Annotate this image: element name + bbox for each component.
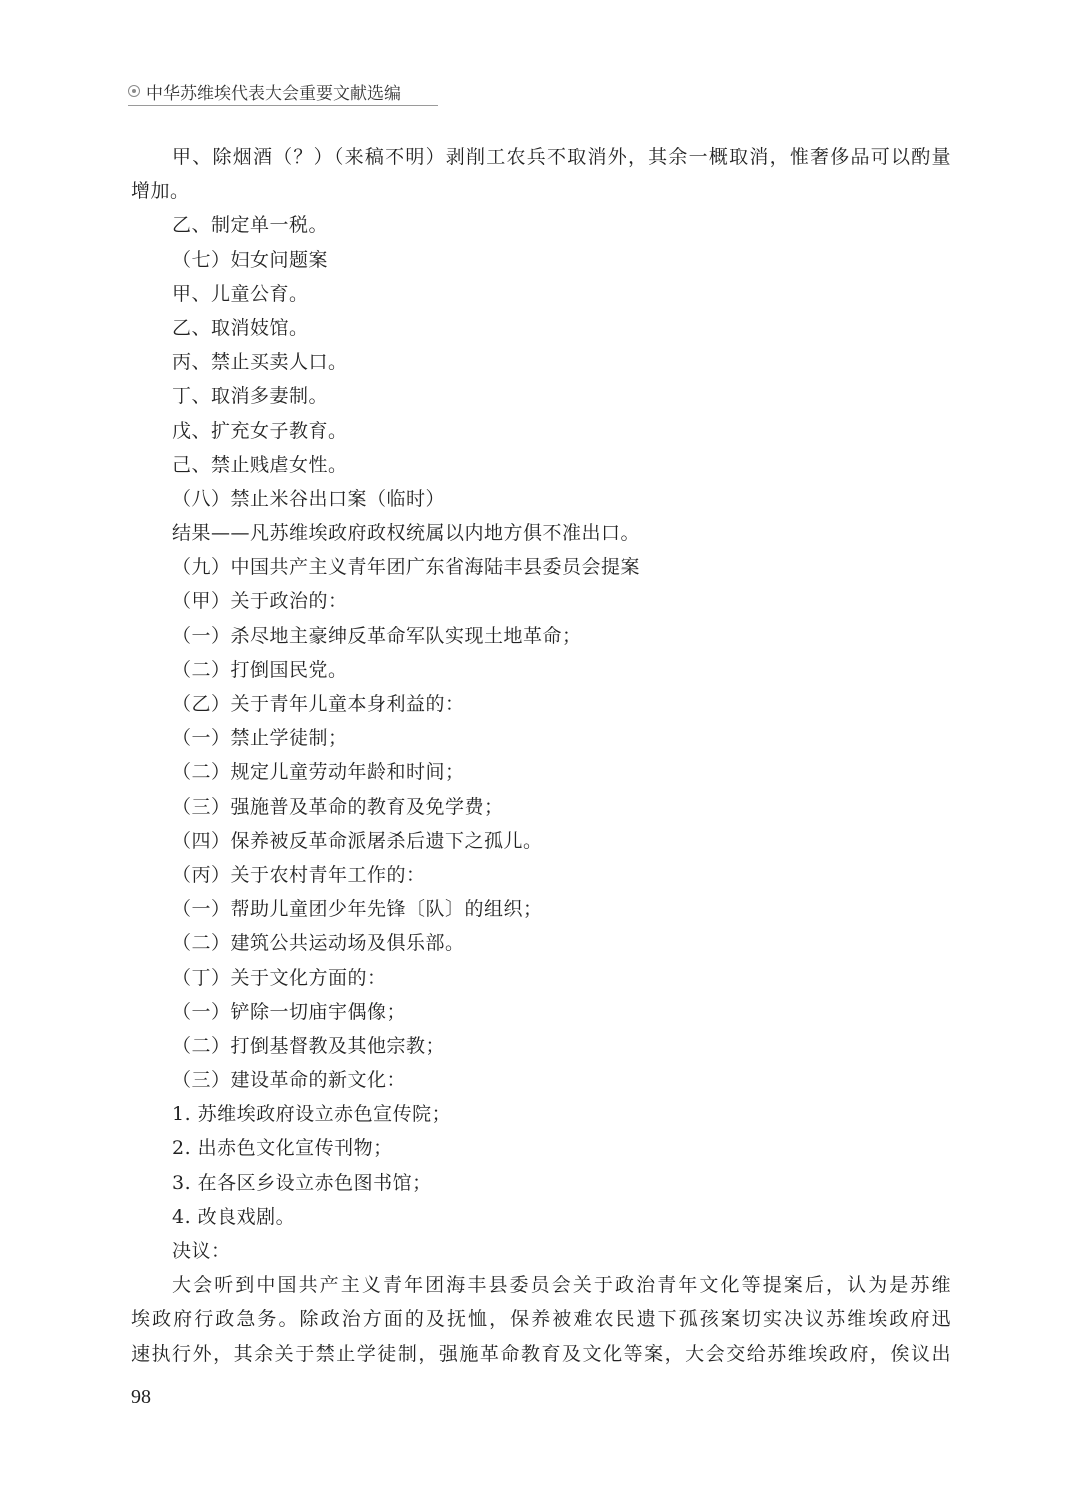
- text-line: （三）建设革命的新文化：: [172, 1069, 407, 1092]
- text-line: （丁）关于文化方面的：: [172, 966, 387, 989]
- text-line: 1. 苏维埃政府设立赤色宣传院；: [172, 1103, 452, 1126]
- text-line: （七）妇女问题案: [172, 248, 329, 271]
- text-line: 乙、制定单一税。: [172, 214, 329, 237]
- text-line: 甲、儿童公育。: [172, 282, 309, 305]
- text-line: （二）打倒国民党。: [172, 658, 348, 681]
- text-line: 丙、禁止买卖人口。: [172, 351, 348, 374]
- text-line: （一）禁止学徒制；: [172, 727, 348, 750]
- text-line: 乙、取消妓馆。: [172, 316, 309, 339]
- text-line: 埃政府行政急务。除政治方面的及抚恤，保养被难农民遗下孤孩案切实决议苏维埃政府迅: [131, 1308, 951, 1331]
- text-line: 丁、取消多妻制。: [172, 385, 329, 408]
- text-line: （二）建筑公共运动场及俱乐部。: [172, 932, 465, 955]
- text-line: （一）铲除一切庙宇偶像；: [172, 1000, 407, 1023]
- text-line: （甲）关于政治的：: [172, 590, 348, 613]
- text-line: 己、禁止贱虐女性。: [172, 453, 348, 476]
- target-icon: [128, 85, 140, 97]
- text-line: 速执行外，其余关于禁止学徒制，强施革命教育及文化等案，大会交给苏维埃政府，俟议出: [131, 1342, 951, 1365]
- text-line: （四）保养被反革命派屠杀后遗下之孤儿。: [172, 829, 543, 852]
- page-number: 98: [131, 1386, 151, 1408]
- text-line: （八）禁止米谷出口案（临时）: [172, 487, 446, 510]
- text-line: 结果——凡苏维埃政府政权统属以内地方俱不准出口。: [172, 522, 641, 545]
- running-header-title: 中华苏维埃代表大会重要文献选编: [146, 83, 401, 104]
- text-line: 大会听到中国共产主义青年团海丰县委员会关于政治青年文化等提案后，认为是苏维: [172, 1274, 951, 1297]
- text-line: （乙）关于青年儿童本身利益的：: [172, 693, 465, 715]
- text-line: （二）规定儿童劳动年龄和时间；: [172, 761, 465, 784]
- text-line: 增加。: [131, 180, 190, 203]
- text-line: 决议：: [172, 1240, 231, 1262]
- text-line: 戊、扩充女子教育。: [172, 419, 348, 442]
- text-line: 2. 出赤色文化宣传刊物；: [172, 1137, 393, 1160]
- text-line: （二）打倒基督教及其他宗教；: [172, 1034, 446, 1057]
- text-line: （九）中国共产主义青年团广东省海陆丰县委员会提案: [172, 556, 641, 579]
- text-line: （丙）关于农村青年工作的：: [172, 863, 426, 886]
- text-line: 3. 在各区乡设立赤色图书馆；: [172, 1171, 432, 1194]
- body-text: [131, 140, 951, 1371]
- text-line: （一）杀尽地主豪绅反革命军队实现土地革命；: [172, 624, 582, 647]
- header-rule: [128, 105, 438, 106]
- text-line: （一）帮助儿童团少年先锋〔队〕的组织；: [172, 898, 543, 921]
- text-line: （三）强施普及革命的教育及免学费；: [172, 795, 504, 818]
- running-header: [128, 76, 401, 106]
- text-line: 甲、除烟酒（？）（来稿不明）剥削工农兵不取消外，其余一概取消，惟奢侈品可以酌量: [172, 146, 951, 168]
- text-line: 4. 改良戏剧。: [172, 1205, 296, 1228]
